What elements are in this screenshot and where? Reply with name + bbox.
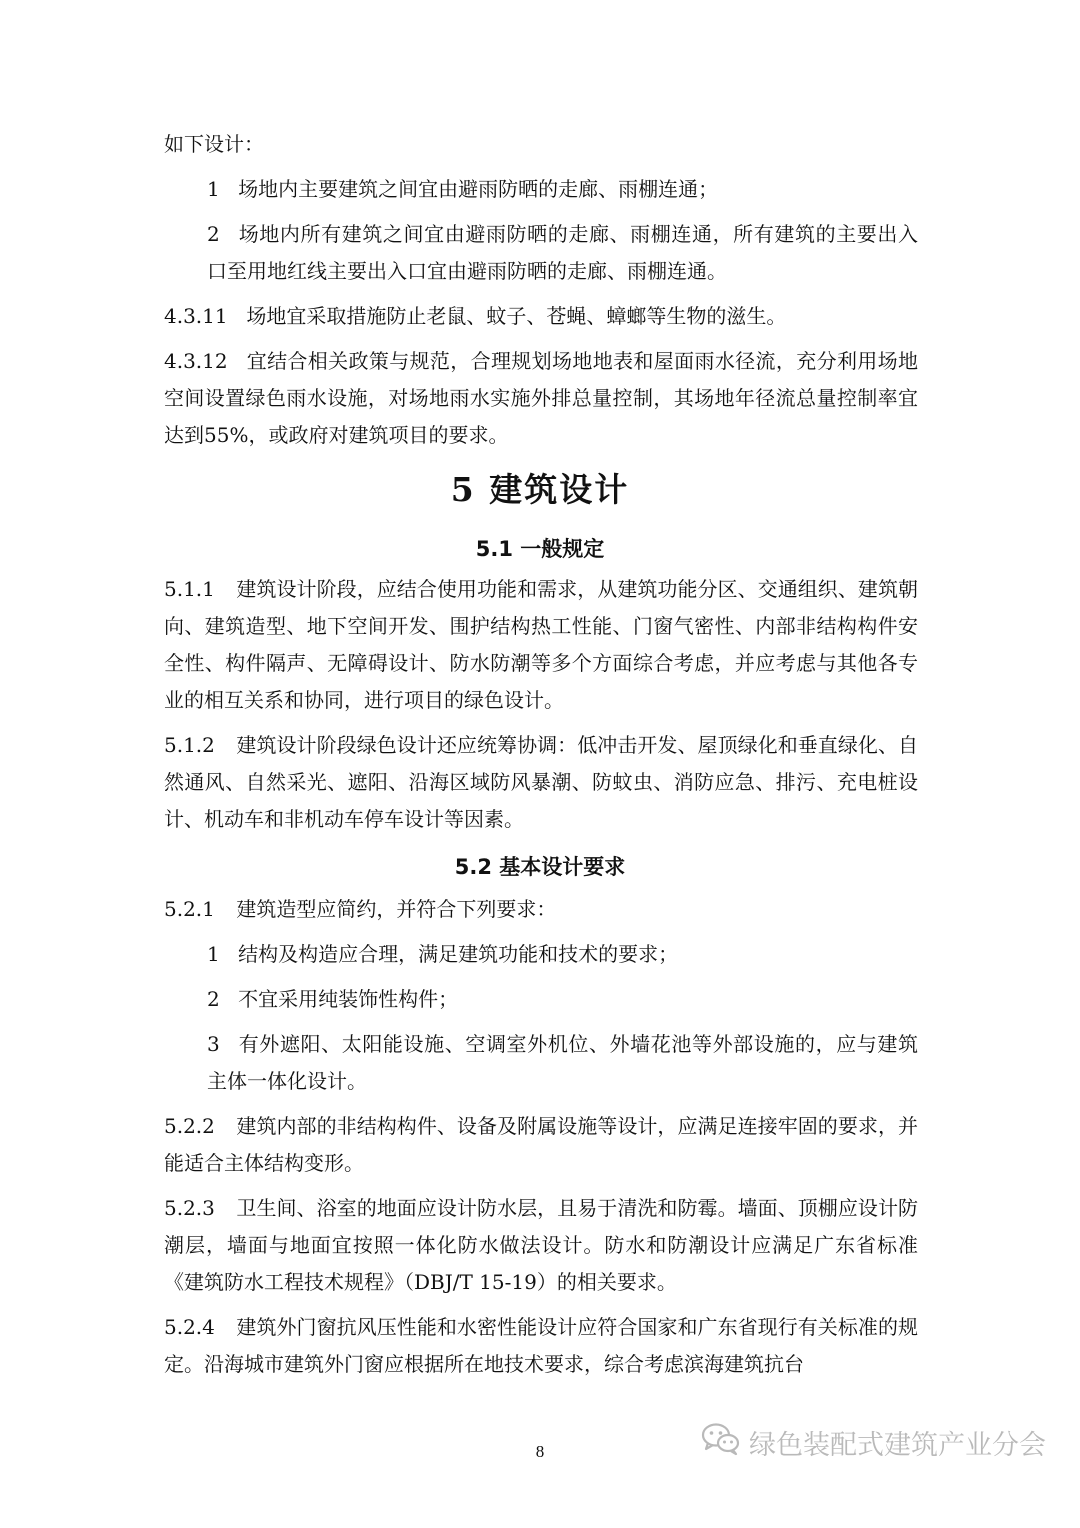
list-item-number: 2 [207,987,220,1011]
clause-text: 宜结合相关政策与规范，合理规划场地地表和屋面雨水径流，充分利用场地空间设置绿色雨水设施，对场地雨水实施外排总量控制，其场地年径流总量控制率宜达到55%，或政府对建筑项目的要求。 [164,349,919,447]
list-item [164,981,918,1018]
clause-number: 5.2.4 [164,1315,215,1339]
section-5-2-body [164,891,918,1383]
clause-text: 建筑造型应简约，并符合下列要求： [236,897,557,921]
clause-number: 4.3.11 [164,304,228,328]
clause-number: 5.2.2 [164,1114,215,1138]
list-item-number: 3 [207,1032,220,1056]
list-item [164,1026,918,1100]
chapter-title: 5 建筑设计 [450,470,630,509]
clause-number: 5.2.3 [164,1196,215,1220]
list-item [164,936,918,973]
clause-4-3-12 [164,343,918,454]
list-item-text: 有外遮阳、太阳能设施、空调室外机位、外墙花池等外部设施的，应与建筑主体一体化设计。 [207,1032,919,1093]
section-title-5-1: 5.1 一般规定 [475,537,605,561]
intro-line: 如下设计： [164,132,264,156]
clause-number: 5.1.2 [164,733,215,757]
clause-5-2-2 [164,1108,918,1182]
list-item-number: 2 [207,222,220,246]
list-item [164,171,918,208]
list-item-text: 场地内主要建筑之间宜由避雨防晒的走廊、雨棚连通； [238,177,719,201]
clause-text: 卫生间、浴室的地面应设计防水层，且易于清洗和防霉。墙面、顶棚应设计防潮层，墙面与地面宜按照一体化防水做法设计。防水和防潮设计应满足广东省标准《建筑防水工程技术规程》（DBJ/T 15-19）的相关要求。 [164,1196,918,1294]
list-item-number: 1 [207,177,220,201]
list-item [164,216,918,290]
clause-5-2-3 [164,1190,918,1301]
wechat-icon [701,1422,749,1463]
clause-text: 建筑外门窗抗风压性能和水密性能设计应符合国家和广东省现行有关标准的规定。沿海城市建筑外门窗应根据所在地技术要求，综合考虑滨海建筑抗台 [164,1315,918,1376]
clause-5-1-1 [164,571,918,719]
clause-number: 4.3.12 [164,349,228,373]
clause-number: 5.2.1 [164,897,215,921]
clause-text: 场地宜采取措施防止老鼠、蚊子、苍蝇、蟑螂等生物的滋生。 [246,304,787,328]
list-item-number: 1 [207,942,220,966]
clause-text: 建筑内部的非结构构件、设备及附属设施等设计，应满足连接牢固的要求，并能适合主体结构变形。 [164,1114,918,1175]
watermark-text: 绿色装配式建筑产业分会 [749,1430,1046,1461]
list-item-text: 不宜采用纯装饰性构件； [238,987,459,1011]
section-5-1-body [164,571,918,838]
page-number: 8 [535,1442,545,1461]
clause-text: 建筑设计阶段，应结合使用功能和需求，从建筑功能分区、交通组织、建筑朝向、建筑造型、地下空间开发、围护结构热工性能、门窗气密性、内部非结构构件安全性、构件隔声、无障碍设计、防水防潮等多个方面综合考虑，并应考虑与其他各专业的相互关系和协同，进行项目的绿色设计。 [164,577,918,712]
upper-body-text [164,126,918,454]
clause-5-1-2 [164,727,918,838]
clause-5-2-1 [164,891,918,928]
clause-4-3-11 [164,298,918,335]
section-title-5-2: 5.2 基本设计要求 [454,855,626,879]
clause-text: 建筑设计阶段绿色设计还应统筹协调：低冲击开发、屋顶绿化和垂直绿化、自然通风、自然采光、遮阳、沿海区域防风暴潮、防蚊虫、消防应急、排污、充电桩设计、机动车和非机动车停车设计等因素。 [164,733,918,831]
clause-5-2-4 [164,1309,918,1383]
list-item-text: 结构及构造应合理，满足建筑功能和技术的要求； [238,942,679,966]
watermark [701,1422,1046,1463]
list-item-text: 场地内所有建筑之间宜由避雨防晒的走廊、雨棚连通，所有建筑的主要出入口至用地红线主要出入口宜由避雨防晒的走廊、雨棚连通。 [207,222,919,283]
clause-number: 5.1.1 [164,577,215,601]
